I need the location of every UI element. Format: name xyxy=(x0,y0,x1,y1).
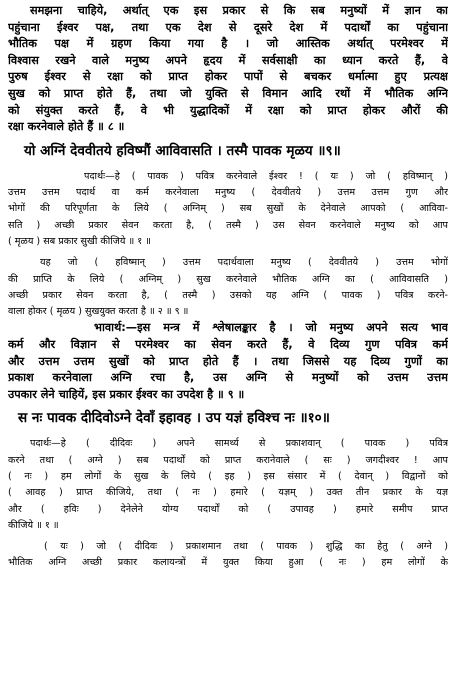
text-line: यह जो ( हविष्मान् ) उत्तम पदार्थवाला मनुष्य ( देववीतये ) उत्तम भोगों xyxy=(40,257,448,269)
text-line: और उत्तम उत्तम सुखों को प्राप्त होते हैं । तथा जिससे यह दिव्य गुणों का xyxy=(8,354,448,368)
padartha-agni-10 xyxy=(8,539,448,572)
text-line: ( यः ) जो ( दीदिवः ) प्रकाशमान तथा ( पावक ) शुद्धि का हेतु ( अग्ने ) xyxy=(44,541,448,553)
text-line: कीजिये ॥ १ ॥ xyxy=(8,519,59,531)
text-line: की प्राप्ति के लिये ( अग्निम् ) सुख करनेवाले भौतिक अग्नि का ( आविवासति ) xyxy=(8,273,448,285)
text-line: को संयुक्त करते हैं, वे भी युद्धादिकों में रक्षा को प्राप्त होकर औरों की xyxy=(8,103,448,117)
text-line: समझना चाहिये, अर्थात् एक इस प्रकार से कि सब मनुष्यों में ज्ञान का xyxy=(30,4,448,17)
text-line: ( आवह ) प्राप्त कीजिये, तथा ( नः ) हमारे ( यज्ञम् ) उक्त तीन प्रकार के यज्ञ xyxy=(8,487,448,499)
padartha-ishwara-10 xyxy=(8,436,448,534)
text-line: भौतिक अग्नि अच्छी प्रकार कलायन्त्रों में युक्त किया हुआ ( नः ) हम लोगों के xyxy=(8,557,448,569)
bhavartha-9 xyxy=(8,320,448,403)
text-line: पुरुष ईश्वर से रक्षा को प्राप्त होकर पापों से बचकर धर्मात्मा हुए प्रत्यक्ष xyxy=(8,70,448,84)
text-line: भोगों की परिपूर्णता के लिये ( अग्निम् ) सब सुखों के देनेवाले आपको ( आविवा- xyxy=(8,203,448,215)
text-line: ( मृळय ) सब प्रकार सुखी कीजिये ॥ १ ॥ xyxy=(8,235,152,247)
text-line: विश्वास रखने वाले मनुष्य अपने हृदय में सर्वसाक्षी का ध्यान करते हैं, वे xyxy=(8,53,448,67)
text-line: प्रकाश करनेवाला अग्नि रचा है, उस अग्नि से मनुष्यों को उत्तम उत्तम xyxy=(8,371,448,385)
text-line: पदार्थः—हे ( पावक ) पवित्र करनेवाले ईश्वर ! ( यः ) जो ( हविष्मान् ) xyxy=(84,170,448,182)
paragraph-commentary-end xyxy=(8,3,448,136)
text-line: अच्छी प्रकार सेवन करता है, ( तस्मै ) उसको यह अग्नि ( पावक ) पवित्र करने- xyxy=(8,289,448,301)
text-line: वाला होकर ( मृळय ) सुखयुक्त करता है ॥ २ ॥ ९ ॥ xyxy=(8,306,189,318)
text-line: कर्म और विज्ञान से परमेश्वर का सेवन करते हैं, वे दिव्य गुण पवित्र कर्म xyxy=(8,338,448,352)
mantra-9: यो अग्निं देववीतये हविष्मौं आविवासति । तस्मै पावक मृळय ॥९॥ xyxy=(24,142,341,159)
padartha-ishwara-9 xyxy=(8,169,448,250)
text-line: रक्षा करनेवाले होते हैं ॥ ८ ॥ xyxy=(8,120,125,134)
mantra-10: स नः पावक दीदिवोऽग्ने देवाँ इहावह । उप यज्ञं हविश्च नः ॥१०॥ xyxy=(18,410,330,427)
text-line: भावार्थ:—इस मन्त्र में श्लेषालङ्कार है । जो मनुष्य अपने सत्य भाव xyxy=(94,321,448,335)
text-line: भौतिक पक्ष में ग्रहण किया गया है । जो आस्तिक अर्थात् परमेश्वर में xyxy=(8,37,448,51)
text-line: और ( हविः ) देनेलेने योग्य पदार्थों को ( उपावह ) हमारे समीप प्राप्त xyxy=(8,503,448,515)
text-line: पहुंचाना ईश्वर पक्ष, तथा एक देश से दूसरे देश में पदार्थों का पहुंचाना xyxy=(8,20,448,34)
text-line: उपकार लेने चाहियें, इस प्रकार ईश्वर का उपदेश है ॥ ९ ॥ xyxy=(8,387,245,401)
text-line: ( नः ) हम लोगों के सुख के लिये ( इह ) इस संसार में ( देवान् ) विद्वानों को xyxy=(8,470,448,482)
text-line: सति ) अच्छी प्रकार सेवन करता है, ( तस्मै ) उस सेवन करनेवाले मनुष्य को आप xyxy=(8,219,448,231)
text-line: सुख को प्राप्त होते हैं, तथा जो युक्ति से विमान आदि रथों में भौतिक अग्नि xyxy=(8,86,448,100)
text-line: पदार्थः—हे ( दीदिवः ) अपने सामर्थ्य से प्रकाशवान् ( पावक ) पवित्र xyxy=(30,438,448,450)
padartha-agni-9 xyxy=(8,255,448,320)
text-line: करने तथा ( अग्ने ) सब पदार्थों को प्राप्त करानेवाले ( सः ) जगदीश्वर ! आप xyxy=(8,454,448,466)
text-line: उत्तम उत्तम पदार्थ वा कर्म करनेवाला मनुष्य ( देववीतये ) उत्तम उत्तम गुण और xyxy=(8,187,448,199)
